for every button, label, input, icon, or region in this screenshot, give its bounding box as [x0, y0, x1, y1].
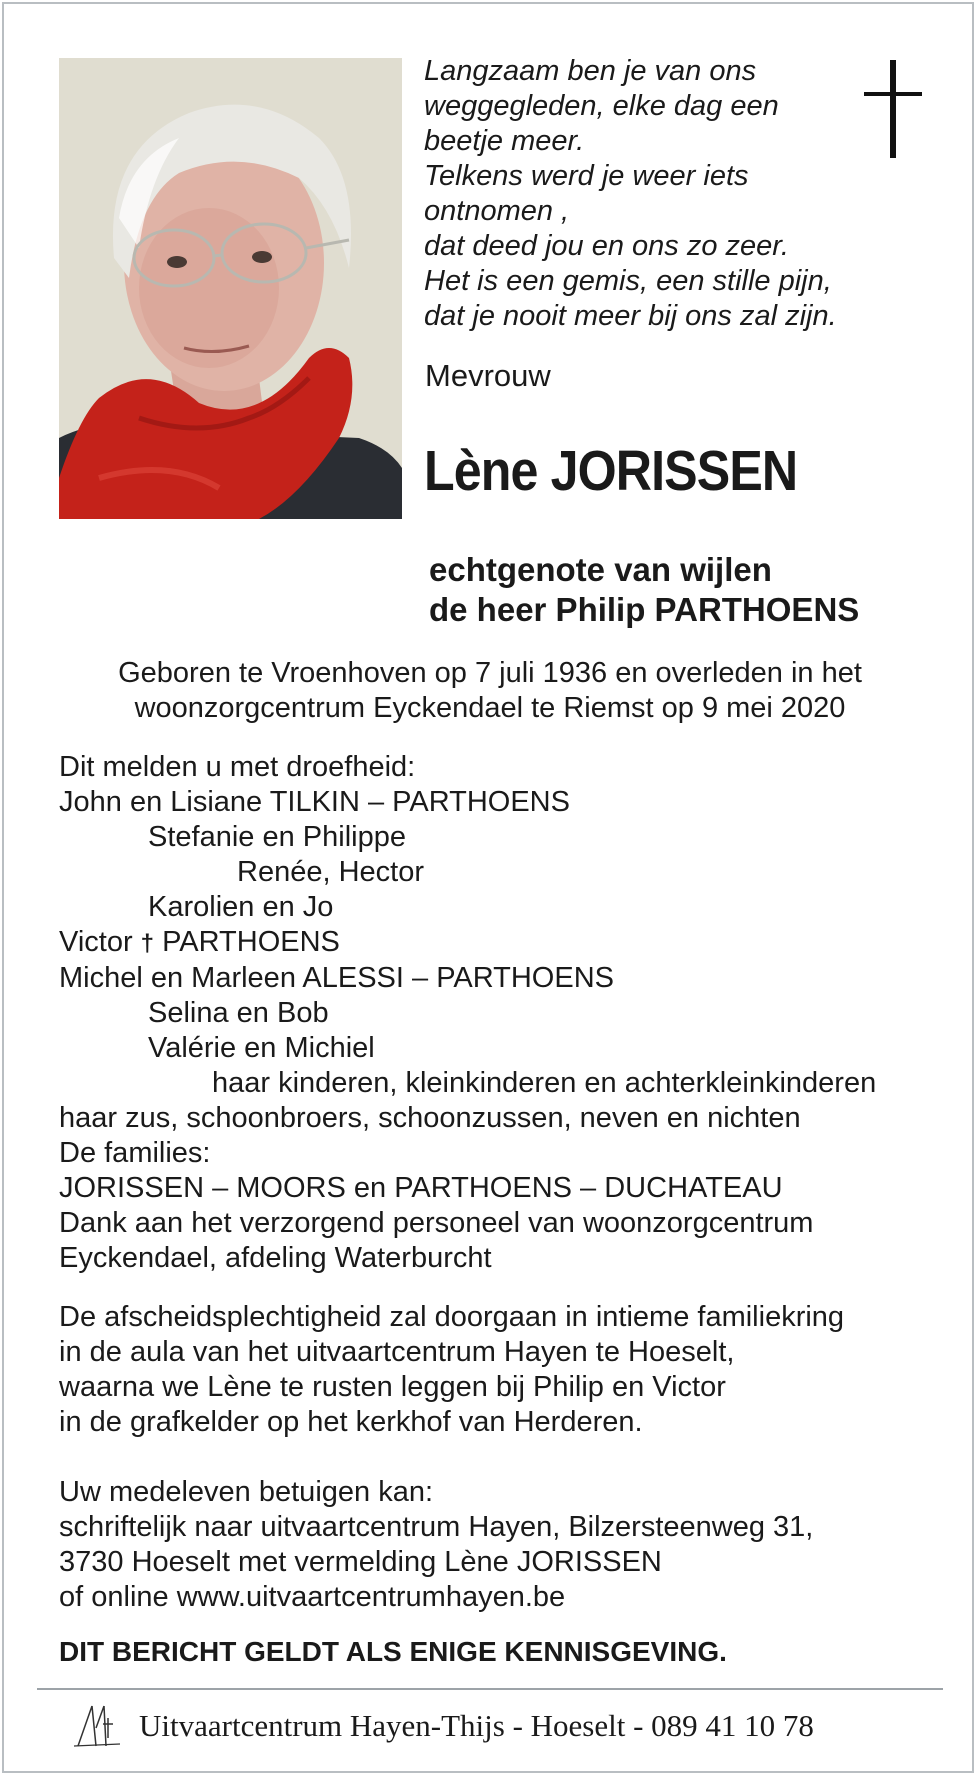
grandchild-line: Stefanie en Philippe — [148, 821, 406, 853]
siblings-line: haar zus, schoonbroers, schoonzussen, neven en nichten — [59, 1102, 801, 1134]
victor-last: PARTHOENS — [162, 926, 340, 958]
family-line: Michel en Marleen ALESSI – PARTHOENS — [59, 962, 614, 994]
condolence-line: schriftelijk naar uitvaartcentrum Hayen, Bilzersteenweg 31, — [59, 1511, 814, 1543]
salutation: Mevrouw — [425, 358, 551, 393]
spouse-line-2: de heer Philip PARTHOENS — [429, 591, 860, 628]
thanks-line: Eyckendael, afdeling Waterburcht — [59, 1242, 492, 1274]
deceased-cross-icon: † — [140, 930, 155, 957]
thanks-line: Dank aan het verzorgend personeel van woonzorgcentrum — [59, 1207, 814, 1239]
families-line: JORISSEN – MOORS en PARTHOENS – DUCHATEAU — [59, 1172, 783, 1204]
condolence-line: 3730 Hoeselt met vermelding Lène JORISSEN — [59, 1546, 662, 1578]
portrait-photo — [59, 58, 402, 519]
relation-line: haar kinderen, kleinkinderen en achterkleinkinderen — [212, 1067, 877, 1099]
poem-line: Telkens werd je weer iets — [424, 160, 749, 192]
condolences-info — [59, 1475, 939, 1615]
poem-line: dat je nooit meer bij ons zal zijn. — [424, 300, 837, 332]
ceremony-line: De afscheidsplechtigheid zal doorgaan in intieme familiekring — [59, 1301, 845, 1333]
footer-contact: Uitvaartcentrum Hayen-Thijs - Hoeselt - 089 41 10 78 — [139, 1708, 814, 1743]
families-label: De families: — [59, 1137, 211, 1169]
family-line: John en Lisiane TILKIN – PARTHOENS — [59, 786, 570, 818]
death-line: woonzorgcentrum Eyckendael te Riemst op 9 mei 2020 — [134, 692, 846, 724]
victor-first: Victor — [59, 926, 133, 958]
grandchild-line: Valérie en Michiel — [148, 1032, 375, 1064]
birth-line: Geboren te Vroenhoven op 7 juli 1936 en overleden in het — [118, 657, 862, 689]
announcement-list — [59, 750, 939, 1276]
ceremony-line: in de aula van het uitvaartcentrum Hayen te Hoeselt, — [59, 1336, 735, 1368]
family-line-victor — [59, 925, 939, 961]
memorial-poem — [424, 54, 894, 334]
funeral-home-logo-icon — [70, 1698, 126, 1752]
cross-icon — [864, 60, 922, 160]
condolence-line: of online www.uitvaartcentrumhayen.be — [59, 1581, 566, 1613]
ceremony-line: in de grafkelder op het kerkhof van Herderen. — [59, 1406, 643, 1438]
great-grandchild-line: Renée, Hector — [237, 856, 424, 888]
poem-line: Langzaam ben je van ons — [424, 55, 757, 87]
poem-line: beetje meer. — [424, 125, 585, 157]
grandchild-line: Selina en Bob — [148, 997, 329, 1029]
poem-line: ontnomen , — [424, 195, 570, 227]
official-notice: DIT BERICHT GELDT ALS ENIGE KENNISGEVING. — [59, 1636, 727, 1667]
poem-line: dat deed jou en ons zo zeer. — [424, 230, 789, 262]
divider — [37, 1688, 943, 1690]
spouse-line-1: echtgenote van wijlen — [429, 551, 772, 588]
spouse-line — [429, 550, 859, 630]
grandchild-line: Karolien en Jo — [148, 891, 334, 923]
ceremony-line: waarna we Lène te rusten leggen bij Philip en Victor — [59, 1371, 726, 1403]
poem-line: Het is een gemis, een stille pijn, — [424, 265, 832, 297]
ceremony-info — [59, 1300, 939, 1440]
poem-line: weggegleden, elke dag een — [424, 90, 779, 122]
condolence-line: Uw medeleven betuigen kan: — [59, 1476, 434, 1508]
birth-death-info — [40, 656, 940, 726]
deceased-name: Lène JORISSEN — [424, 439, 798, 503]
announce-intro: Dit melden u met droefheid: — [59, 751, 416, 783]
